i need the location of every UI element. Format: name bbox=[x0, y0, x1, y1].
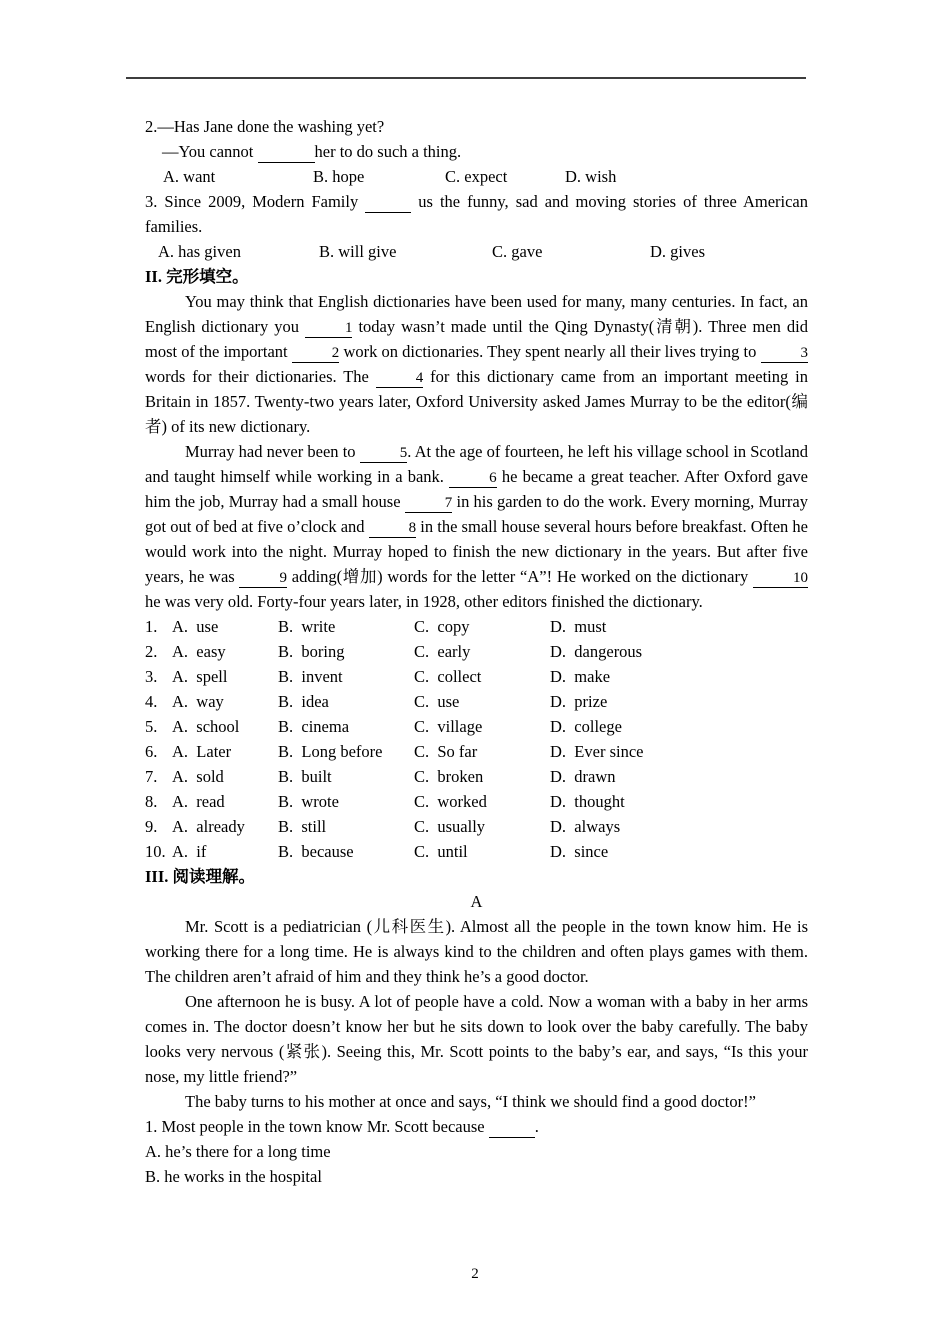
text-segment: words for their dictionaries. The bbox=[145, 367, 376, 386]
cloze-option-row-3 bbox=[145, 664, 808, 689]
blank-underline: 5 bbox=[360, 444, 408, 463]
cloze-item-number: 6. bbox=[145, 742, 158, 761]
header-rule bbox=[126, 77, 806, 79]
cloze-option-b: B. still bbox=[278, 817, 327, 836]
blank-underline: 2 bbox=[292, 344, 340, 363]
cloze-option-c: C. early bbox=[414, 642, 471, 661]
blank-underline: 9 bbox=[239, 569, 287, 588]
cloze-paragraph-2 bbox=[145, 439, 808, 614]
cloze-option-d: D. prize bbox=[550, 692, 608, 711]
cloze-option-d: D. Ever since bbox=[550, 742, 644, 761]
text-segment: —You cannot bbox=[162, 142, 258, 161]
cloze-option-c: C. until bbox=[414, 842, 468, 861]
blank-underline: 10 bbox=[753, 569, 808, 588]
cloze-option-row-7 bbox=[145, 764, 808, 789]
cloze-item-number: 10. bbox=[145, 842, 166, 861]
cloze-option-b: B. Long before bbox=[278, 742, 383, 761]
cloze-option-a: A. way bbox=[172, 692, 224, 711]
page-number: 2 bbox=[471, 1266, 479, 1282]
blank-underline bbox=[365, 194, 411, 213]
cloze-option-a: A. school bbox=[172, 717, 240, 736]
q2-option-b: B. hope bbox=[313, 167, 365, 186]
cloze-option-a: A. use bbox=[172, 617, 219, 636]
q2-stem: 2.—Has Jane done the washing yet? bbox=[145, 117, 385, 136]
cloze-option-b: B. invent bbox=[278, 667, 343, 686]
cloze-option-a: A. spell bbox=[172, 667, 228, 686]
q2-option-a: A. want bbox=[163, 167, 216, 186]
text-segment: . At the age of fourteen, he left his village school in Scotland and taught himself while working in a bank. bbox=[145, 442, 809, 486]
cloze-option-row-2 bbox=[145, 639, 808, 664]
cloze-option-row-1 bbox=[145, 614, 808, 639]
cloze-option-d: D. thought bbox=[550, 792, 625, 811]
blank-underline bbox=[258, 144, 315, 163]
cloze-option-a: A. read bbox=[172, 792, 225, 811]
reading-q1-stem bbox=[145, 1114, 808, 1139]
text-segment: us the funny, sad and moving stories of three American families. bbox=[145, 192, 808, 236]
q3-option-c: C. gave bbox=[492, 242, 543, 261]
cloze-option-c: C. copy bbox=[414, 617, 470, 636]
cloze-option-a: A. already bbox=[172, 817, 245, 836]
text-segment: work on dictionaries. They spent nearly all their lives trying to bbox=[339, 342, 761, 361]
q2-reply-line bbox=[145, 139, 808, 164]
q3-option-b: B. will give bbox=[319, 242, 397, 261]
cloze-option-b: B. wrote bbox=[278, 792, 339, 811]
blank-underline: 7 bbox=[405, 494, 453, 513]
cloze-option-d: D. make bbox=[550, 667, 611, 686]
cloze-item-number: 7. bbox=[145, 767, 158, 786]
cloze-option-row-4 bbox=[145, 689, 808, 714]
blank-underline: 4 bbox=[376, 369, 424, 388]
q2-option-c: C. expect bbox=[445, 167, 508, 186]
cloze-option-c: C. usually bbox=[414, 817, 486, 836]
text-segment: he became a great teacher. After Oxford gave him the job, Murray had a small house bbox=[145, 467, 808, 511]
q3-option-a: A. has given bbox=[158, 242, 241, 261]
cloze-option-c: C. collect bbox=[414, 667, 482, 686]
cloze-item-number: 3. bbox=[145, 667, 158, 686]
reading-paragraph-1: Mr. Scott is a pediatrician (儿科医生). Almost all the people in the town know him. He is working there for a long time. He is always kind to the children and often plays games with them. The children aren’t afraid of him and they think he’s a good doctor. bbox=[145, 917, 808, 986]
passage-label: A bbox=[470, 892, 483, 911]
cloze-option-c: C. use bbox=[414, 692, 460, 711]
cloze-item-number: 2. bbox=[145, 642, 158, 661]
text-segment: 1. Most people in the town know Mr. Scott because bbox=[145, 1117, 489, 1136]
cloze-option-row-10 bbox=[145, 839, 808, 864]
text-segment: today wasn’t made until the Qing Dynasty(清朝). Three men did most of the important bbox=[145, 317, 808, 361]
cloze-option-a: A. sold bbox=[172, 767, 224, 786]
q3-stem bbox=[145, 189, 808, 239]
cloze-paragraph-1 bbox=[145, 289, 808, 439]
cloze-option-d: D. drawn bbox=[550, 767, 616, 786]
reading-q1-option-a: A. he’s there for a long time bbox=[145, 1142, 331, 1161]
cloze-item-number: 9. bbox=[145, 817, 158, 836]
cloze-option-b: B. boring bbox=[278, 642, 345, 661]
cloze-item-number: 1. bbox=[145, 617, 158, 636]
cloze-option-b: B. cinema bbox=[278, 717, 350, 736]
cloze-option-a: A. Later bbox=[172, 742, 232, 761]
text-segment: 3. Since 2009, Modern Family bbox=[145, 192, 366, 211]
blank-underline: 1 bbox=[305, 319, 353, 338]
page-content bbox=[145, 114, 808, 1189]
cloze-item-number: 4. bbox=[145, 692, 158, 711]
cloze-option-row-6 bbox=[145, 739, 808, 764]
cloze-option-d: D. since bbox=[550, 842, 609, 861]
cloze-option-d: D. must bbox=[550, 617, 607, 636]
cloze-option-a: A. easy bbox=[172, 642, 226, 661]
cloze-option-c: C. worked bbox=[414, 792, 487, 811]
reading-paragraph-3: The baby turns to his mother at once and says, “I think we should find a good doctor!” bbox=[185, 1092, 756, 1111]
q2-option-d: D. wish bbox=[565, 167, 617, 186]
blank-underline: 6 bbox=[449, 469, 497, 488]
text-segment: in the small house several hours before breakfast. Often he would work into the night. Murray hoped to finish the new dictionary in the years. But after five years, he was bbox=[145, 517, 808, 586]
cloze-option-b: B. built bbox=[278, 767, 332, 786]
q2-options-row bbox=[145, 164, 808, 189]
text-segment: her to do such a thing. bbox=[314, 142, 462, 161]
text-segment: in his garden to do the work. Every morning, Murray got out of bed at five o’clock and bbox=[145, 492, 808, 536]
cloze-option-d: D. always bbox=[550, 817, 621, 836]
text-segment: You may think that English dictionaries have been used for many, many centuries. In fact, an English dictionary you bbox=[145, 292, 808, 336]
cloze-option-d: D. college bbox=[550, 717, 622, 736]
cloze-item-number: 5. bbox=[145, 717, 158, 736]
cloze-option-b: B. idea bbox=[278, 692, 329, 711]
cloze-option-a: A. if bbox=[172, 842, 207, 861]
cloze-item-number: 8. bbox=[145, 792, 158, 811]
blank-underline: 8 bbox=[369, 519, 417, 538]
text-segment: . bbox=[534, 1117, 539, 1136]
q3-options-row bbox=[145, 239, 808, 264]
cloze-option-c: C. So far bbox=[414, 742, 478, 761]
q3-option-d: D. gives bbox=[650, 242, 705, 261]
blank-underline bbox=[489, 1119, 535, 1138]
cloze-option-c: C. broken bbox=[414, 767, 484, 786]
blank-underline: 3 bbox=[761, 344, 809, 363]
cloze-option-c: C. village bbox=[414, 717, 483, 736]
cloze-section-heading: II. 完形填空。 bbox=[145, 267, 249, 286]
cloze-option-row-5 bbox=[145, 714, 808, 739]
cloze-option-row-8 bbox=[145, 789, 808, 814]
text-segment: for this dictionary came from an important meeting in Britain in 1857. Twenty-two years later, Oxford University asked James Murray to be the editor(编者) of its new dictionary. bbox=[145, 367, 808, 436]
text-segment: adding(增加) words for the letter “A”! He worked on the dictionary bbox=[286, 567, 753, 586]
reading-q1-option-b: B. he works in the hospital bbox=[145, 1167, 322, 1186]
text-segment: Murray had never been to bbox=[185, 442, 360, 461]
cloze-option-d: D. dangerous bbox=[550, 642, 643, 661]
cloze-option-b: B. because bbox=[278, 842, 354, 861]
reading-paragraph-2: One afternoon he is busy. A lot of people have a cold. Now a woman with a baby in her arms comes in. The doctor doesn’t know her but he sits down to look over the baby carefully. The baby looks very nervous (紧张). Seeing this, Mr. Scott points to the baby’s ear, and says, “Is this your nose, my little friend?” bbox=[145, 992, 808, 1086]
text-segment: he was very old. Forty-four years later, in 1928, other editors finished the dictionary. bbox=[145, 592, 703, 611]
cloze-option-b: B. write bbox=[278, 617, 336, 636]
cloze-option-row-9 bbox=[145, 814, 808, 839]
reading-section-heading: III. 阅读理解。 bbox=[145, 867, 256, 886]
